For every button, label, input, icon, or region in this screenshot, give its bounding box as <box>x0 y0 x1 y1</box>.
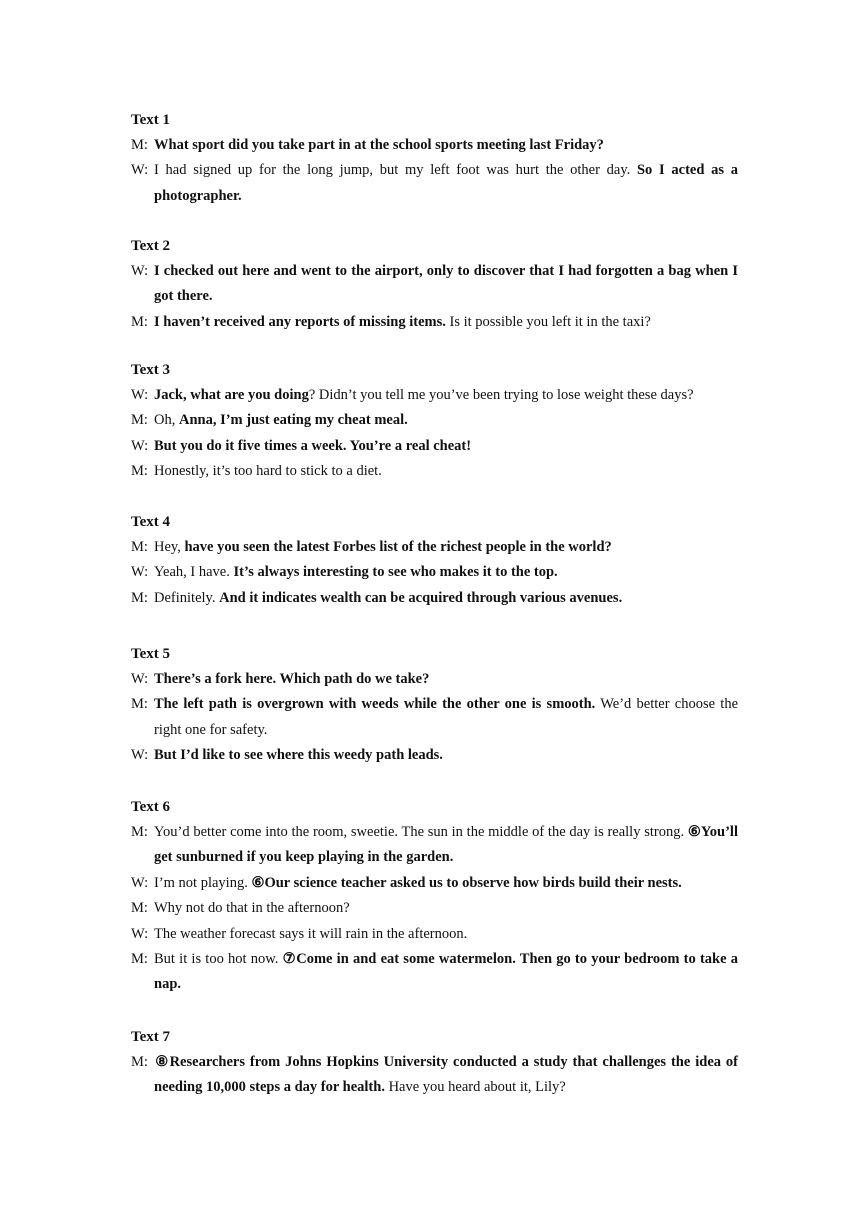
text-section-4 <box>131 510 738 611</box>
speaker-label: M: <box>131 1054 148 1070</box>
dialogue-line <box>131 871 738 896</box>
bold-text: The left path is overgrown with weeds while the other one is smooth. <box>154 696 596 713</box>
dialogue-line <box>131 535 738 560</box>
plain-text: Yeah, I have. <box>154 564 234 581</box>
text-section-1 <box>131 108 738 209</box>
speaker-label: W: <box>131 925 149 942</box>
bold-text: Jack, what are you doing <box>154 387 309 403</box>
speaker-label: M: <box>131 313 148 330</box>
text-heading: Text 1 <box>131 112 171 128</box>
speaker-label: M: <box>131 696 148 713</box>
text-section-6 <box>131 795 738 998</box>
bold-text: What sport did you take part in at the school sports meeting last Friday? <box>154 137 604 153</box>
plain-text: Is it possible you left it in the taxi? <box>445 313 651 330</box>
plain-text: Definitely. <box>154 589 220 606</box>
bold-text: ⑦Come in and eat some watermelon. Then go to your bedroom to take a nap. <box>154 951 739 993</box>
bold-text: But I’d like to see where this weedy path leads. <box>154 747 443 764</box>
dialogue-line <box>131 310 738 335</box>
text-heading: Text 5 <box>131 646 171 662</box>
text-heading: Text 6 <box>131 799 171 815</box>
speaker-label: W: <box>131 671 149 687</box>
bold-text: I checked out here and went to the airport, only to discover that I had forgotten a bag when I got there. <box>154 263 738 305</box>
dialogue-line <box>131 133 738 158</box>
speaker-label: M: <box>131 900 148 917</box>
bold-text: And it indicates wealth can be acquired through various avenues. <box>219 589 623 606</box>
plain-text: Have you heard about it, Lily? <box>384 1079 566 1096</box>
plain-text: You’d better come into the room, sweetie. The sun in the middle of the day is really strong. <box>154 824 688 840</box>
text-heading: Text 3 <box>131 362 171 378</box>
speaker-label: M: <box>131 824 148 840</box>
speaker-label: M: <box>131 589 148 606</box>
dialogue-line <box>131 820 738 871</box>
dialogue-line <box>131 896 738 921</box>
plain-text: I’m not playing. <box>154 874 252 891</box>
speaker-label: M: <box>131 137 148 153</box>
dialogue-line <box>131 922 738 947</box>
dialogue-line <box>131 692 738 743</box>
text-heading: Text 4 <box>131 514 171 530</box>
dialogue-line <box>131 383 738 408</box>
bold-text: Anna, I’m just eating my cheat meal. <box>178 412 408 429</box>
text-section-3 <box>131 358 738 485</box>
plain-text: The weather forecast says it will rain in the afternoon. <box>154 925 468 942</box>
plain-text: Oh, <box>154 412 179 429</box>
dialogue-line <box>131 947 738 998</box>
dialogue-line <box>131 459 738 484</box>
plain-text: Why not do that in the afternoon? <box>154 900 350 917</box>
bold-text: I haven’t received any reports of missing items. <box>154 313 446 330</box>
plain-text: But it is too hot now. <box>154 951 283 968</box>
speaker-label: M: <box>131 951 148 968</box>
bold-text: But you do it five times a week. You’re a real cheat! <box>154 437 472 454</box>
bold-text: ⑥Our science teacher asked us to observe how birds build their nests. <box>251 874 682 891</box>
speaker-label: W: <box>131 437 149 454</box>
dialogue-line <box>131 408 738 433</box>
speaker-label: W: <box>131 387 149 403</box>
text-section-7 <box>131 1025 738 1101</box>
plain-text: Honestly, it’s too hard to stick to a diet. <box>154 463 382 480</box>
text-section-5 <box>131 642 738 769</box>
speaker-label: W: <box>131 747 149 764</box>
bold-text: ⑧Researchers from Johns Hopkins University conducted a study that challenges the idea of needing 10,000 steps a day for health. <box>154 1054 738 1096</box>
bold-text: It’s always interesting to see who makes it to the top. <box>233 564 558 581</box>
text-heading: Text 2 <box>131 238 171 254</box>
plain-text: We’d better choose the right one for safety. <box>154 696 739 738</box>
bold-text: There’s a fork here. Which path do we take? <box>154 671 430 687</box>
speaker-label: W: <box>131 874 149 891</box>
plain-text: I had signed up for the long jump, but my left foot was hurt the other day. <box>154 162 637 179</box>
speaker-label: M: <box>131 463 148 480</box>
dialogue-line <box>131 1050 738 1101</box>
speaker-label: W: <box>131 564 149 581</box>
bold-text: have you seen the latest Forbes list of the richest people in the world? <box>184 539 612 555</box>
plain-text: ? Didn’t you tell me you’ve been trying to lose weight these days? <box>308 387 694 403</box>
dialogue-line <box>131 667 738 692</box>
bold-text: So I acted as a photographer. <box>154 162 738 204</box>
speaker-label: W: <box>131 162 149 179</box>
text-heading: Text 7 <box>131 1029 171 1045</box>
speaker-label: M: <box>131 539 148 555</box>
dialogue-line <box>131 743 738 768</box>
dialogue-line <box>131 158 738 209</box>
dialogue-line <box>131 586 738 611</box>
speaker-label: M: <box>131 412 148 429</box>
dialogue-line <box>131 434 738 459</box>
dialogue-line <box>131 560 738 585</box>
bold-text: ⑥You’ll get sunburned if you keep playing in the garden. <box>154 824 738 866</box>
dialogue-line <box>131 259 738 310</box>
speaker-label: W: <box>131 263 149 279</box>
text-section-2 <box>131 234 738 335</box>
plain-text: Hey, <box>154 539 185 555</box>
